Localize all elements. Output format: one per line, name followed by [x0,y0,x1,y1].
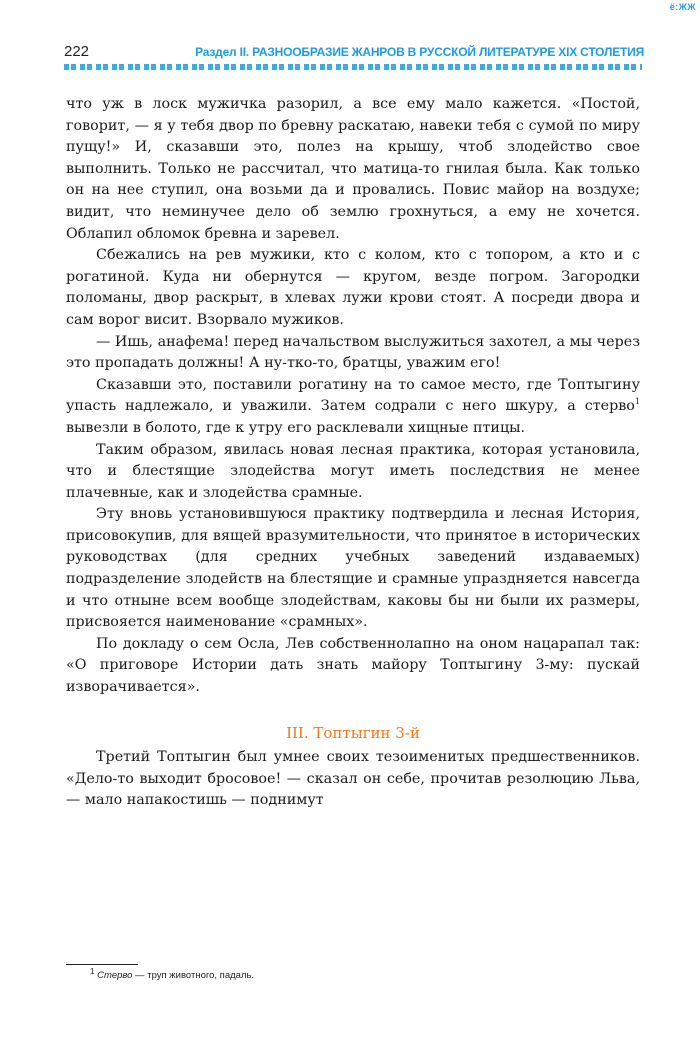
paragraph: По докладу о сем Осла, Лев собственнолапно на оном нацарапал так: «О приговоре Истории дать знать майору Топтыгину 3-му: пускай изворачивается». [66,635,640,696]
footnote [90,966,255,981]
paragraph: что уж в лоск мужичка разорил, а все ему мало кажется. «Постой, говорит, — я у тебя двор по бревну раскатаю, навеки тебя с сумой по миру пущу!» И, сказавши это, полез на крышу, чтоб злодейство свое выполнить. Только не рассчитал, что матица-то гнилая была. Как только он на нее ступил, она возьми да и провались. Повис майор на воздухе; видит, что неминучее дело об землю грохнуться, а ему не хочется. Облапил обломок бревна и заревел. [66,96,640,242]
paragraph: Сбежались на рев мужики, кто с колом, кто с топором, а кто и с рогатиной. Куда ни обернутся — кругом, везде погром. Загородки поломаны, двор раскрыт, в хлевах лужи крови стоят. А посреди двора и сам ворог висит. Взорвало мужиков. [66,247,640,328]
footnote-divider [66,964,138,965]
paragraph [66,375,640,440]
running-header [64,43,644,61]
chapter-heading: III. Топтыгин 3-й [286,723,420,742]
paragraph: Эту вновь установившуюся практику подтвердила и лесная История, присовокупив, для вящей вразумительности, что принятое в исторических руководствах (для средних учебных заведений издаваемых) подразделение злодейств на блестящие и срамные упраздняется навсегда и что отныне всем вообще злодействам, каковы бы ни были их размеры, присвояется наименование «срамных». [66,506,640,631]
footnote-term: Стерво [97,970,133,981]
decorative-ornament-rule [64,64,642,70]
paragraph-text-continued: вывезли в болото, где к утру его расклевали хищные птицы. [66,419,526,436]
footnote-definition: — труп животного, падаль. [132,970,255,981]
footnote-reference[interactable]: 1 [634,397,640,407]
paragraph: Таким образом, явилась новая лесная практика, которая установила, что и блестящие злодейства могут иметь последствия не менее плачевные, как и злодейства срамные. [66,441,640,501]
paragraph-text: Сказавши это, поставили рогатину на то самое место, где Топтыгину упасть надлежало, и уважили. Затем содрали с него шкуру, а стерво [66,376,640,415]
chapter-paragraph: Третий Топтыгин был умнее своих тезоименитых предшественников. «Дело-то выходит бросовое! — сказал он себе, прочитав резолюцию Льва, — мало напакостишь — поднимут [66,749,640,809]
paragraph: — Ишь, анафема! перед начальством выслужиться захотел, а мы через это пропадать должны! А ну-тко-то, братцы, уважим его! [66,333,640,372]
main-text [66,94,640,812]
corner-watermark: ё:ЖЖ [669,2,696,12]
section-title: Раздел II. РАЗНООБРАЗИЕ ЖАНРОВ В РУССКОЙ ЛИТЕРАТУРЕ XIX СТОЛЕТИЯ [195,45,644,59]
page-number: 222 [64,43,90,60]
footnote-number: 1 [90,966,95,976]
